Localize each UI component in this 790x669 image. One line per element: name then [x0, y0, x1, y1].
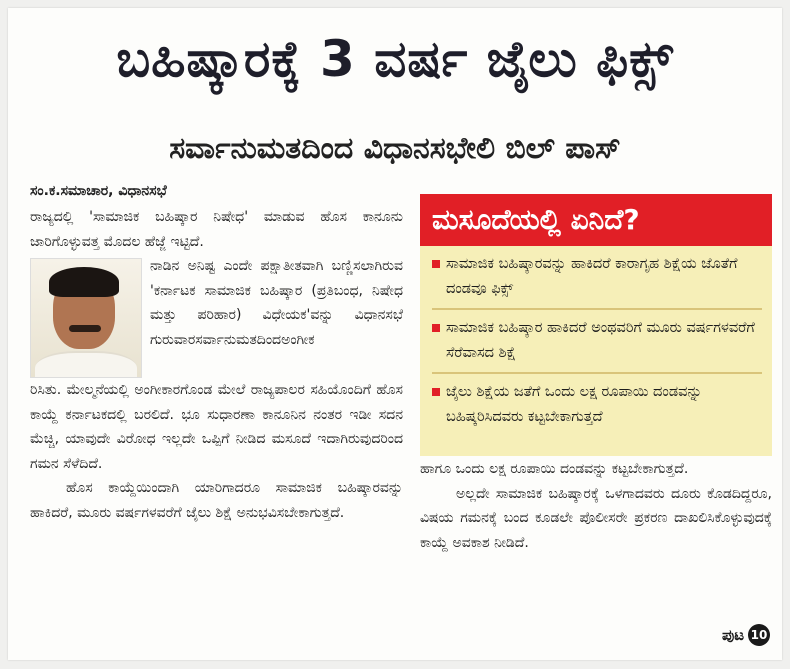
politician-photo: [30, 258, 142, 378]
article-column-right: [420, 457, 772, 555]
list-item: [432, 380, 762, 436]
article-column-left: [30, 205, 403, 525]
subheadline: ಸರ್ವಾನುಮತದಿಂದ ವಿಧಾನಸಭೇಲಿ ಬಿಲ್‌ ಪಾಸ್: [169, 131, 621, 166]
newspaper-clipping: [8, 8, 782, 660]
paragraph-continuation: ರಿಸಿತು. ಮೇಲ್ಮನೆಯಲ್ಲಿ ಅಂಗೀಕಾರಗೊಂಡ ಮೇಲೆ ರಾಜ್ಯಪಾಲರ ಸಹಿಯೊಂದಿಗೆ ಹೊಸ ಕಾಯ್ದೆ ಕರ್ನಾಟಕದಲ್ಲಿ ಬರಲಿದೆ. ಭೂ ಸುಧಾರಣಾ ಕಾನೂನಿನ ನಂತರ ಇಡೀ ಸದನ ಮೆಚ್ಚಿ, ಯಾವುದೇ ವಿರೋಧ ಇಲ್ಲದೇ ಒಪ್ಪಿಗೆ ನೀಡಿದ ಮಸೂದೆ ಇದಾಗಿರುವುದರಿಂದ ಗಮನ ಸೆಳೆದಿದೆ.: [30, 382, 403, 472]
right-paragraph-1: ಹಾಗೂ ಒಂದು ಲಕ್ಷ ರೂಪಾಯಿ ದಂಡವನ್ನು ಕಟ್ಟಬೇಕಾಗುತ್ತದೆ.: [420, 461, 689, 477]
bullet-icon: [432, 324, 440, 332]
wrap-text: ನಾಡಿನ ಅನಿಷ್ಟ ಎಂದೇ ಪಕ್ಷಾತೀತವಾಗಿ ಬಣ್ಣಿಸಲಾಗಿರುವ 'ಕರ್ನಾಟಕ ಸಾಮಾಜಿಕ ಬಹಿಷ್ಕಾರ (ಪ್ರತಿಬಂಧ, ನಿಷೇಧ ಮತ್ತು ಪರಿಹಾರ) ವಿಧೇಯಕ'ವನ್ನು ವಿಧಾನಸಭೆ ಗುರುವಾರಸರ್ವಾನುಮತದಿಂದಅಂಗೀಕ: [150, 258, 403, 348]
page-ref-label: ಪುಟ: [721, 626, 744, 644]
page-reference: [722, 624, 770, 646]
paragraph-2: ಹೊಸ ಕಾಯ್ದೆಯಿಂದಾಗಿ ಯಾರಿಗಾದರೂ ಸಾಮಾಜಿಕ ಬಹಿಷ್ಕಾರವನ್ನು ಹಾಕಿದರೆ, ಮೂರು ವರ್ಷಗಳವರೆಗೆ ಜೈಲು ಶಿಕ್ಷೆ ಅನುಭವಿಸಬೇಕಾಗುತ್ತದೆ.: [30, 480, 403, 521]
photo-wrap-row: [30, 254, 403, 378]
right-paragraph-2: ಅಲ್ಲದೇ ಸಾಮಾಜಿಕ ಬಹಿಷ್ಕಾರಕ್ಕೆ ಒಳಗಾದವರು ದೂರು ಕೊಡದಿದ್ದರೂ, ವಿಷಯ ಗಮನಕ್ಕೆ ಬಂದ ಕೂಡಲೇ ಪೊಲೀಸರೇ ಪ್ರಕರಣ ದಾಖಲಿಸಿಕೊಳ್ಳುವುದಕ್ಕೆ ಕಾಯ್ದೆ ಅವಕಾಶ ನೀಡಿದೆ.: [420, 485, 772, 551]
bill-highlights-box: [420, 194, 772, 456]
list-item-text: ಸಾಮಾಜಿಕ ಬಹಿಷ್ಕಾರ ಹಾಕಿದರೆ ಅಂಥವರಿಗೆ ಮೂರು ವರ್ಷಗಳವರೆಗೆ ಸೆರೆವಾಸದ ಶಿಕ್ಷೆ: [446, 320, 755, 361]
bullet-icon: [432, 388, 440, 396]
byline: ಸಂ.ಕ.ಸಮಾಚಾರ, ವಿಧಾನಸಭೆ: [30, 183, 167, 199]
headline: ಬಹಿಷ್ಕಾರಕ್ಕೆ 3 ವರ್ಷ ಜೈಲು ಫಿಕ್ಸ್: [116, 30, 674, 88]
list-item-text: ಜೈಲು ಶಿಕ್ಷೆಯ ಜತೆಗೆ ಒಂದು ಲಕ್ಷ ರೂಪಾಯಿ ದಂಡವನ್ನು ಬಹಿಷ್ಕರಿಸಿದವರು ಕಟ್ಟಬೇಕಾಗುತ್ತದೆ: [446, 384, 703, 425]
lead-paragraph: ರಾಜ್ಯದಲ್ಲಿ 'ಸಾಮಾಜಿಕ ಬಹಿಷ್ಕಾರ ನಿಷೇಧ' ಮಾಡುವ ಹೊಸ ಕಾನೂನು ಜಾರಿಗೊಳ್ಳುವತ್ತ ಮೊದಲ ಹೆಜ್ಜೆ ಇಟ್ಟಿದೆ.: [30, 209, 403, 250]
list-item-text: ಸಾಮಾಜಿಕ ಬಹಿಷ್ಕಾರವನ್ನು ಹಾಕಿದರೆ ಕಾರಾಗೃಹ ಶಿಕ್ಷೆಯ ಜೊತೆಗೆ ದಂಡವೂ ಫಿಕ್ಸ್: [446, 256, 738, 297]
box-title: ಮಸೂದೆಯಲ್ಲಿ ಏನಿದೆ?: [420, 194, 772, 246]
list-item: [432, 316, 762, 374]
list-item: [432, 252, 762, 310]
bullet-icon: [432, 260, 440, 268]
page-ref-number: 10: [748, 624, 770, 646]
